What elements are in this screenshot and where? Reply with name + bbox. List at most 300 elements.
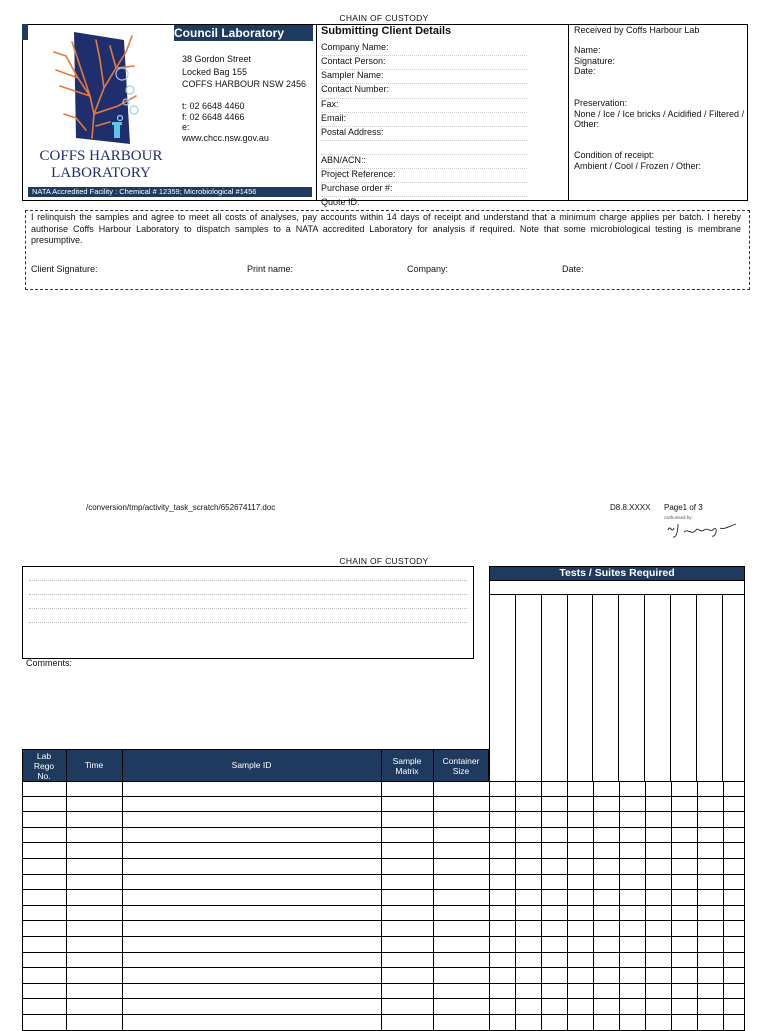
table-cell[interactable] bbox=[541, 812, 567, 828]
table-cell[interactable] bbox=[723, 875, 745, 891]
table-cell[interactable] bbox=[381, 953, 433, 969]
table-cell[interactable] bbox=[66, 781, 122, 797]
table-cell[interactable] bbox=[671, 999, 697, 1015]
notes-box bbox=[22, 566, 474, 659]
table-cell[interactable] bbox=[593, 906, 619, 922]
table-row bbox=[22, 1015, 745, 1031]
table-cell[interactable] bbox=[122, 906, 381, 922]
table-cell[interactable] bbox=[515, 797, 541, 813]
table-cell[interactable] bbox=[381, 984, 433, 1000]
table-cell[interactable] bbox=[723, 999, 745, 1015]
table-cell[interactable] bbox=[671, 875, 697, 891]
table-cell[interactable] bbox=[22, 937, 66, 953]
table-cell[interactable] bbox=[723, 812, 745, 828]
table-cell[interactable] bbox=[645, 890, 671, 906]
table-cell[interactable] bbox=[619, 921, 645, 937]
table-cell[interactable] bbox=[593, 999, 619, 1015]
table-cell[interactable] bbox=[593, 921, 619, 937]
footer-file-path: /conversion/tmp/activity_task_scratch/652674117.doc bbox=[86, 503, 276, 512]
table-cell[interactable] bbox=[697, 828, 723, 844]
email-field[interactable]: Email: bbox=[321, 113, 527, 127]
table-cell[interactable] bbox=[381, 843, 433, 859]
table-cell[interactable] bbox=[433, 984, 489, 1000]
condition-section bbox=[574, 150, 746, 171]
table-cell[interactable] bbox=[515, 999, 541, 1015]
test-column-cell[interactable] bbox=[592, 594, 618, 782]
table-cell[interactable] bbox=[515, 781, 541, 797]
table-cell[interactable] bbox=[433, 797, 489, 813]
table-cell[interactable] bbox=[381, 828, 433, 844]
table-cell[interactable] bbox=[122, 937, 381, 953]
table-cell[interactable] bbox=[489, 890, 515, 906]
table-cell[interactable] bbox=[122, 921, 381, 937]
print-name-label[interactable]: Print name: bbox=[247, 264, 294, 274]
table-cell[interactable] bbox=[567, 797, 593, 813]
table-cell[interactable] bbox=[489, 812, 515, 828]
received-signature-field[interactable]: Signature: bbox=[574, 55, 616, 66]
table-cell[interactable] bbox=[122, 781, 381, 797]
table-cell[interactable] bbox=[489, 781, 515, 797]
table-cell[interactable] bbox=[515, 859, 541, 875]
table-cell[interactable] bbox=[66, 797, 122, 813]
table-cell[interactable] bbox=[66, 1015, 122, 1031]
table-cell[interactable] bbox=[619, 843, 645, 859]
table-cell[interactable] bbox=[671, 781, 697, 797]
table-cell[interactable] bbox=[122, 859, 381, 875]
table-cell[interactable] bbox=[593, 828, 619, 844]
table-cell[interactable] bbox=[515, 875, 541, 891]
table-cell[interactable] bbox=[645, 968, 671, 984]
table-cell[interactable] bbox=[489, 906, 515, 922]
table-cell[interactable] bbox=[645, 937, 671, 953]
table-cell[interactable] bbox=[723, 781, 745, 797]
table-cell[interactable] bbox=[66, 843, 122, 859]
table-cell[interactable] bbox=[723, 828, 745, 844]
table-cell[interactable] bbox=[381, 797, 433, 813]
table-cell[interactable] bbox=[697, 968, 723, 984]
table-cell[interactable] bbox=[541, 953, 567, 969]
table-cell[interactable] bbox=[489, 828, 515, 844]
table-cell[interactable] bbox=[433, 875, 489, 891]
lab-address bbox=[182, 54, 306, 90]
table-cell[interactable] bbox=[541, 859, 567, 875]
table-cell[interactable] bbox=[567, 906, 593, 922]
table-cell[interactable] bbox=[66, 999, 122, 1015]
table-cell[interactable] bbox=[122, 875, 381, 891]
condition-label: Condition of receipt: bbox=[574, 150, 655, 160]
quote-id-field[interactable]: Quote ID: bbox=[321, 197, 360, 207]
table-cell[interactable] bbox=[619, 968, 645, 984]
table-cell[interactable] bbox=[697, 781, 723, 797]
table-cell[interactable] bbox=[697, 812, 723, 828]
table-cell[interactable] bbox=[671, 828, 697, 844]
table-cell[interactable] bbox=[697, 1015, 723, 1031]
table-cell[interactable] bbox=[645, 1015, 671, 1031]
table-cell[interactable] bbox=[66, 921, 122, 937]
table-cell[interactable] bbox=[541, 937, 567, 953]
table-cell[interactable] bbox=[697, 906, 723, 922]
table-cell[interactable] bbox=[723, 890, 745, 906]
test-column-cell[interactable] bbox=[696, 594, 722, 782]
table-cell[interactable] bbox=[489, 1015, 515, 1031]
table-cell[interactable] bbox=[567, 1015, 593, 1031]
table-cell[interactable] bbox=[22, 906, 66, 922]
table-cell[interactable] bbox=[645, 984, 671, 1000]
table-cell[interactable] bbox=[671, 1015, 697, 1031]
table-cell[interactable] bbox=[593, 937, 619, 953]
table-cell[interactable] bbox=[671, 843, 697, 859]
table-cell[interactable] bbox=[66, 812, 122, 828]
table-cell[interactable] bbox=[567, 921, 593, 937]
table-cell[interactable] bbox=[645, 812, 671, 828]
company-name-field[interactable]: Company Name: bbox=[321, 42, 527, 56]
table-cell[interactable] bbox=[593, 859, 619, 875]
tests-columns bbox=[489, 594, 745, 782]
table-cell[interactable] bbox=[22, 875, 66, 891]
table-cell[interactable] bbox=[593, 781, 619, 797]
table-cell[interactable] bbox=[66, 890, 122, 906]
table-cell[interactable] bbox=[567, 781, 593, 797]
client-details-header: Submitting Client Details bbox=[321, 25, 452, 37]
table-cell[interactable] bbox=[567, 859, 593, 875]
table-cell[interactable] bbox=[122, 890, 381, 906]
table-cell[interactable] bbox=[515, 953, 541, 969]
table-cell[interactable] bbox=[567, 953, 593, 969]
table-cell[interactable] bbox=[66, 968, 122, 984]
table-cell[interactable] bbox=[381, 890, 433, 906]
table-cell[interactable] bbox=[593, 1015, 619, 1031]
table-cell[interactable] bbox=[433, 999, 489, 1015]
table-cell[interactable] bbox=[723, 984, 745, 1000]
test-column-cell[interactable] bbox=[541, 594, 567, 782]
table-cell[interactable] bbox=[619, 781, 645, 797]
lab-rego-header: Lab Rego No. bbox=[33, 750, 55, 781]
table-cell[interactable] bbox=[619, 859, 645, 875]
table-cell[interactable] bbox=[567, 999, 593, 1015]
table-cell[interactable] bbox=[489, 937, 515, 953]
purchase-order-field[interactable]: Purchase order #: bbox=[321, 183, 527, 197]
table-cell[interactable] bbox=[723, 937, 745, 953]
table-cell[interactable] bbox=[66, 953, 122, 969]
table-cell[interactable] bbox=[433, 906, 489, 922]
table-cell[interactable] bbox=[697, 890, 723, 906]
table-cell[interactable] bbox=[541, 999, 567, 1015]
table-cell[interactable] bbox=[515, 937, 541, 953]
table-cell[interactable] bbox=[593, 953, 619, 969]
received-date-field[interactable]: Date: bbox=[574, 66, 596, 76]
table-cell[interactable] bbox=[515, 921, 541, 937]
corner-block bbox=[22, 24, 28, 40]
table-cell[interactable] bbox=[381, 859, 433, 875]
table-cell[interactable] bbox=[22, 953, 66, 969]
table-cell[interactable] bbox=[489, 984, 515, 1000]
table-cell[interactable] bbox=[671, 953, 697, 969]
table-cell[interactable] bbox=[723, 921, 745, 937]
condition-options[interactable]: Ambient / Cool / Frozen / Other: bbox=[574, 160, 702, 171]
table-cell[interactable] bbox=[122, 1015, 381, 1031]
table-cell[interactable] bbox=[723, 797, 745, 813]
table-cell[interactable] bbox=[567, 937, 593, 953]
table-cell[interactable] bbox=[122, 984, 381, 1000]
postal-address-field[interactable]: Postal Address: bbox=[321, 127, 527, 141]
tests-subheader-row bbox=[489, 580, 745, 595]
table-cell[interactable] bbox=[619, 984, 645, 1000]
table-cell[interactable] bbox=[645, 781, 671, 797]
table-cell[interactable] bbox=[22, 984, 66, 1000]
table-cell[interactable] bbox=[489, 921, 515, 937]
date-label[interactable]: Date: bbox=[562, 264, 584, 274]
table-cell[interactable] bbox=[122, 843, 381, 859]
table-cell[interactable] bbox=[489, 968, 515, 984]
tests-suites-header: Tests / Suites Required bbox=[489, 566, 745, 581]
table-cell[interactable] bbox=[645, 906, 671, 922]
table-cell[interactable] bbox=[381, 781, 433, 797]
company-label[interactable]: Company: bbox=[407, 264, 449, 274]
table-cell[interactable] bbox=[66, 984, 122, 1000]
table-cell[interactable] bbox=[122, 797, 381, 813]
table-cell[interactable] bbox=[515, 968, 541, 984]
table-cell[interactable] bbox=[697, 999, 723, 1015]
table-cell[interactable] bbox=[22, 968, 66, 984]
table-cell[interactable] bbox=[66, 937, 122, 953]
table-cell[interactable] bbox=[541, 968, 567, 984]
table-cell[interactable] bbox=[541, 1015, 567, 1031]
table-cell[interactable] bbox=[567, 984, 593, 1000]
table-cell[interactable] bbox=[619, 890, 645, 906]
table-cell[interactable] bbox=[697, 797, 723, 813]
table-cell[interactable] bbox=[723, 968, 745, 984]
table-cell[interactable] bbox=[515, 890, 541, 906]
table-cell[interactable] bbox=[433, 781, 489, 797]
table-cell[interactable] bbox=[122, 999, 381, 1015]
table-cell[interactable] bbox=[22, 843, 66, 859]
table-cell[interactable] bbox=[619, 937, 645, 953]
test-column-cell[interactable] bbox=[618, 594, 644, 782]
table-row bbox=[22, 921, 745, 937]
table-cell[interactable] bbox=[381, 906, 433, 922]
test-column-cell[interactable] bbox=[515, 594, 541, 782]
container-size-header: Container Size bbox=[442, 755, 480, 776]
table-cell[interactable] bbox=[515, 843, 541, 859]
table-cell[interactable] bbox=[541, 781, 567, 797]
table-cell[interactable] bbox=[671, 968, 697, 984]
table-row bbox=[22, 859, 745, 875]
table-cell[interactable] bbox=[122, 828, 381, 844]
table-cell[interactable] bbox=[723, 843, 745, 859]
table-cell[interactable] bbox=[619, 999, 645, 1015]
time-header: Time bbox=[84, 760, 104, 770]
table-cell[interactable] bbox=[567, 890, 593, 906]
table-cell[interactable] bbox=[433, 921, 489, 937]
table-cell[interactable] bbox=[541, 984, 567, 1000]
table-cell[interactable] bbox=[381, 875, 433, 891]
address-line: Locked Bag 155 bbox=[182, 66, 248, 77]
table-cell[interactable] bbox=[66, 859, 122, 875]
table-cell[interactable] bbox=[381, 1015, 433, 1031]
table-cell[interactable] bbox=[66, 875, 122, 891]
preservation-options[interactable]: None / Ice / Ice bricks / Acidified / Filtered / Other: bbox=[574, 108, 745, 129]
page-title: CHAIN OF CUSTODY bbox=[339, 13, 429, 23]
table-cell[interactable] bbox=[489, 859, 515, 875]
table-row bbox=[22, 906, 745, 922]
table-row bbox=[22, 937, 745, 953]
table-cell[interactable] bbox=[381, 999, 433, 1015]
table-cell[interactable] bbox=[541, 906, 567, 922]
table-cell[interactable] bbox=[671, 890, 697, 906]
table-cell[interactable] bbox=[122, 968, 381, 984]
table-cell[interactable] bbox=[433, 1015, 489, 1031]
table-cell[interactable] bbox=[433, 953, 489, 969]
table-row bbox=[22, 890, 745, 906]
table-row bbox=[22, 875, 745, 891]
project-reference-field[interactable]: Project Reference: bbox=[321, 169, 527, 183]
table-cell[interactable] bbox=[433, 843, 489, 859]
table-row bbox=[22, 953, 745, 969]
table-cell[interactable] bbox=[489, 797, 515, 813]
table-cell[interactable] bbox=[433, 859, 489, 875]
test-column-cell[interactable] bbox=[489, 594, 515, 782]
table-cell[interactable] bbox=[671, 797, 697, 813]
phone-text: t: 02 6648 4460 bbox=[182, 101, 245, 111]
postal-address-continued[interactable] bbox=[321, 141, 527, 155]
preservation-label: Preservation: bbox=[574, 98, 628, 108]
table-cell[interactable] bbox=[697, 843, 723, 859]
table-cell[interactable] bbox=[567, 968, 593, 984]
table-cell[interactable] bbox=[381, 921, 433, 937]
table-cell[interactable] bbox=[619, 797, 645, 813]
table-cell[interactable] bbox=[489, 953, 515, 969]
table-cell[interactable] bbox=[645, 797, 671, 813]
table-cell[interactable] bbox=[541, 797, 567, 813]
table-cell[interactable] bbox=[593, 968, 619, 984]
table-cell[interactable] bbox=[22, 1015, 66, 1031]
table-cell[interactable] bbox=[723, 1015, 745, 1031]
table-cell[interactable] bbox=[489, 875, 515, 891]
table-cell[interactable] bbox=[541, 921, 567, 937]
table-cell[interactable] bbox=[541, 875, 567, 891]
table-cell[interactable] bbox=[515, 984, 541, 1000]
table-cell[interactable] bbox=[619, 812, 645, 828]
table-cell[interactable] bbox=[723, 953, 745, 969]
sample-rows bbox=[22, 781, 745, 1024]
table-cell[interactable] bbox=[723, 859, 745, 875]
preservation-section bbox=[574, 98, 746, 130]
table-cell[interactable] bbox=[619, 953, 645, 969]
table-cell[interactable] bbox=[515, 906, 541, 922]
table-cell[interactable] bbox=[697, 875, 723, 891]
table-cell[interactable] bbox=[645, 859, 671, 875]
table-cell[interactable] bbox=[22, 781, 66, 797]
table-cell[interactable] bbox=[22, 890, 66, 906]
table-cell[interactable] bbox=[567, 875, 593, 891]
table-cell[interactable] bbox=[619, 828, 645, 844]
contact-person-field[interactable]: Contact Person: bbox=[321, 56, 527, 70]
test-column-cell[interactable] bbox=[722, 594, 745, 782]
table-cell[interactable] bbox=[619, 875, 645, 891]
table-cell[interactable] bbox=[433, 828, 489, 844]
table-cell[interactable] bbox=[381, 968, 433, 984]
table-cell[interactable] bbox=[541, 843, 567, 859]
table-cell[interactable] bbox=[697, 984, 723, 1000]
table-cell[interactable] bbox=[645, 953, 671, 969]
table-cell[interactable] bbox=[567, 843, 593, 859]
received-name-field[interactable]: Name: bbox=[574, 45, 601, 55]
table-cell[interactable] bbox=[671, 859, 697, 875]
table-cell[interactable] bbox=[66, 828, 122, 844]
signature-icon bbox=[664, 518, 740, 540]
table-cell[interactable] bbox=[381, 812, 433, 828]
table-cell[interactable] bbox=[645, 921, 671, 937]
table-cell[interactable] bbox=[619, 1015, 645, 1031]
table-cell[interactable] bbox=[541, 828, 567, 844]
table-cell[interactable] bbox=[567, 812, 593, 828]
abn-field[interactable]: ABN/ACN:: bbox=[321, 155, 527, 169]
table-cell[interactable] bbox=[671, 906, 697, 922]
table-cell[interactable] bbox=[697, 937, 723, 953]
table-cell[interactable] bbox=[122, 953, 381, 969]
table-cell[interactable] bbox=[489, 843, 515, 859]
contact-number-field[interactable]: Contact Number: bbox=[321, 84, 527, 99]
table-cell[interactable] bbox=[697, 953, 723, 969]
table-cell[interactable] bbox=[515, 1015, 541, 1031]
table-cell[interactable] bbox=[645, 875, 671, 891]
table-cell[interactable] bbox=[645, 999, 671, 1015]
table-cell[interactable] bbox=[433, 937, 489, 953]
table-cell[interactable] bbox=[433, 890, 489, 906]
table-cell[interactable] bbox=[515, 812, 541, 828]
table-cell[interactable] bbox=[122, 812, 381, 828]
table-cell[interactable] bbox=[593, 984, 619, 1000]
table-cell[interactable] bbox=[671, 984, 697, 1000]
fax-field[interactable]: Fax: bbox=[321, 99, 527, 113]
table-cell[interactable] bbox=[433, 812, 489, 828]
table-cell[interactable] bbox=[22, 797, 66, 813]
test-column-cell[interactable] bbox=[644, 594, 670, 782]
table-cell[interactable] bbox=[593, 797, 619, 813]
table-cell[interactable] bbox=[567, 828, 593, 844]
table-cell[interactable] bbox=[697, 921, 723, 937]
table-cell[interactable] bbox=[433, 968, 489, 984]
table-cell[interactable] bbox=[593, 812, 619, 828]
table-cell[interactable] bbox=[381, 937, 433, 953]
table-cell[interactable] bbox=[671, 921, 697, 937]
table-cell[interactable] bbox=[515, 828, 541, 844]
table-cell[interactable] bbox=[66, 906, 122, 922]
table-cell[interactable] bbox=[645, 843, 671, 859]
table-cell[interactable] bbox=[22, 828, 66, 844]
table-cell[interactable] bbox=[645, 828, 671, 844]
table-cell[interactable] bbox=[697, 859, 723, 875]
table-cell[interactable] bbox=[489, 999, 515, 1015]
table-cell[interactable] bbox=[22, 859, 66, 875]
client-signature-label[interactable]: Client Signature: bbox=[31, 264, 98, 274]
table-cell[interactable] bbox=[593, 843, 619, 859]
table-cell[interactable] bbox=[22, 812, 66, 828]
table-cell[interactable] bbox=[671, 937, 697, 953]
table-cell[interactable] bbox=[619, 906, 645, 922]
table-cell[interactable] bbox=[22, 999, 66, 1015]
test-column-cell[interactable] bbox=[567, 594, 592, 782]
table-cell[interactable] bbox=[671, 812, 697, 828]
table-cell[interactable] bbox=[723, 906, 745, 922]
table-cell[interactable] bbox=[593, 875, 619, 891]
sample-id-header: Sample ID bbox=[231, 760, 272, 770]
table-cell[interactable] bbox=[22, 921, 66, 937]
table-cell[interactable] bbox=[541, 890, 567, 906]
test-column-cell[interactable] bbox=[670, 594, 696, 782]
table-cell[interactable] bbox=[593, 890, 619, 906]
sampler-name-field[interactable]: Sampler Name: bbox=[321, 70, 527, 84]
